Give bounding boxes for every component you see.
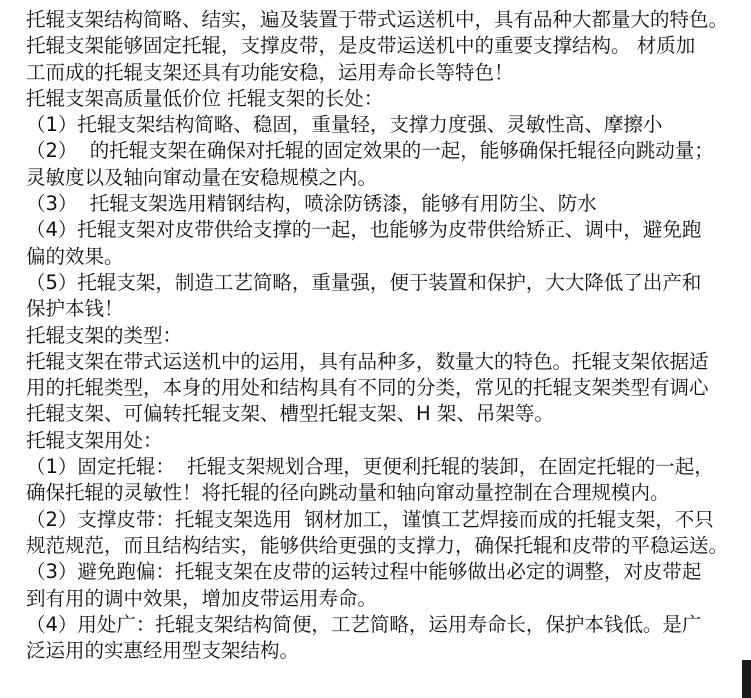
types-paragraph-line: 托辊支架、可偏转托辊支架、槽型托辊支架、H 架、吊架等。 bbox=[26, 402, 554, 426]
intro-line: 工而成的托辊支架还具有功能安稳，运用寿命长等特色！ bbox=[26, 60, 514, 84]
types-paragraph-line: 托辊支架在带式运送机中的运用，具有品种多，数量大的特色。托辊支架依据适 bbox=[26, 349, 709, 373]
use-item: （2）支撑皮带：托辊支架选用 钢材加工，谨慎工艺焊接而成的托辊支架，不只 bbox=[26, 507, 714, 531]
use-item: 规范规范，而且结构结实，能够供给更强的支撑力，确保托辊和皮带的平稳运送。 bbox=[26, 533, 729, 557]
advantage-item: （5）托辊支架，制造工艺简略，重量强，便于装置和保护，大大降低了出产和 bbox=[26, 270, 702, 294]
intro-line: 托辊支架结构简略、结实，遍及装置于带式运送机中，具有品种大都量大的特色。 bbox=[26, 8, 729, 31]
advantage-item: （2） 的托辊支架在确保对托辊的固定效果的一起，能够确保托辊径向跳动量； bbox=[26, 139, 714, 163]
advantage-item: （3） 托辊支架选用精钢结构，喷涂防锈漆，能够有用防尘、防水 bbox=[26, 192, 597, 216]
intro-line: 托辊支架能够固定托辊，支撑皮带，是皮带运送机中的重要支撑结构。 材质加 bbox=[26, 34, 696, 58]
use-item: 泛运用的实惠经用型支架结构。 bbox=[26, 639, 300, 663]
section-heading-advantages: 托辊支架高质量低价位 托辊支架的长处： bbox=[26, 86, 384, 110]
use-item: 确保托辊的灵敏性！将托辊的径向跳动量和轴向窜动量控制在合理规模内。 bbox=[26, 481, 670, 505]
use-item: 到有用的调中效果，增加皮带运用寿命。 bbox=[26, 586, 378, 610]
use-item: （3）避免跑偏：托辊支架在皮带的运转过程中能够做出必定的调整，对皮带起 bbox=[26, 560, 702, 584]
advantage-item: 保护本钱！ bbox=[26, 297, 124, 321]
section-heading-uses: 托辊支架用处： bbox=[26, 428, 163, 452]
document-body bbox=[26, 7, 741, 664]
advantage-item: （4）托辊支架对皮带供给支撑的一起，也能够为皮带供给矫正、调中，避免跑 bbox=[26, 218, 702, 242]
section-heading-types: 托辊支架的类型： bbox=[26, 323, 183, 347]
advantage-item: （1）托辊支架结构简略、稳固，重量轻，支撑力度强、灵敏性高、摩擦小 bbox=[26, 113, 663, 137]
use-item: （1）固定托辊： 托辊支架规划合理，更便利托辊的装卸，在固定托辊的一起， bbox=[26, 455, 714, 479]
types-paragraph-line: 用的托辊类型，本身的用处和结构具有不同的分类，常见的托辊支架类型有调心 bbox=[26, 376, 709, 400]
advantage-item: 偏的效果。 bbox=[26, 244, 124, 268]
advantage-item: 灵敏度以及轴向窜动量在安稳规模之内。 bbox=[26, 165, 378, 189]
edge-artifact bbox=[742, 660, 751, 698]
use-item: （4）用处广：托辊支架结构简便，工艺简略，运用寿命长，保护本钱低。是广 bbox=[26, 612, 702, 636]
